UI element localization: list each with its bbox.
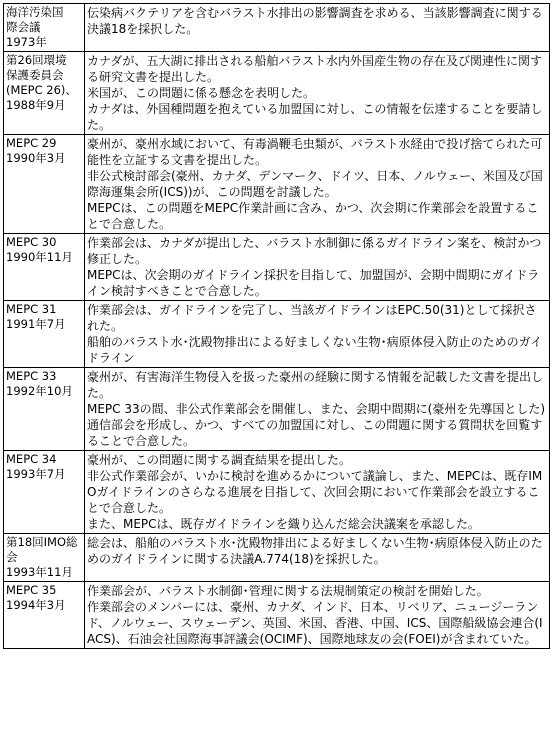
meeting-cell [4,135,85,234]
meeting-line: 保護委員会 [6,68,64,82]
meeting-line: 1991年7月 [6,317,66,331]
meeting-cell [4,4,85,52]
table-row [4,368,550,451]
meeting-line: 1992年10月 [6,384,73,398]
event-paragraph: 非公式検討部会(豪州、カナダ、デンマーク、ドイツ、日本、ノルウェー、米国及び国際海運集会所(ICS))が、この問題を討議した。 [87,169,543,199]
events-cell [85,4,550,52]
meeting-line: 1988年9月 [6,98,66,112]
event-paragraph: MEPC 33の間、非公式作業部会を開催し、また、会期中間期に(豪州を先導国とした)通信部会を形成し、かつ、すべての加盟国に対し、この問題に関する質問状を回覧することで合意した。 [87,402,546,448]
meeting-line: 第26回環境 [6,53,67,67]
meeting-line: MEPC 29 [6,136,57,150]
event-paragraph: 非公式作業部会が、いかに検討を進めるかについて議論し、また、MEPCは、既存IMOガイドラインのさらなる進展を目指して、次回会期において作業部会を設立することで合意した。 [87,469,543,515]
meeting-cell [4,301,85,368]
meeting-line: 海洋汚染国 [6,5,64,19]
events-cell [85,368,550,451]
meeting-cell [4,451,85,534]
meeting-line: 際会議 [6,20,41,34]
meeting-line: 1990年3月 [6,151,66,165]
event-paragraph: 伝染病バクテリアを含むバラスト水排出の影響調査を求める、当該影響調査に関する決議18を採択した。 [87,6,543,36]
table-row [4,52,550,135]
meeting-cell [4,368,85,451]
history-table-body [4,4,550,649]
meeting-line: 1973年 [6,35,47,49]
meeting-line: MEPC 35 [6,583,57,597]
event-paragraph: カナダが、五大湖に排出される船舶バラスト水内外国産生物の存在及び関連性に関する研究文書を提出した。 [87,54,543,84]
table-row [4,4,550,52]
table-row [4,301,550,368]
event-paragraph: 作業部会は、ガイドラインを完了し、当該ガイドラインはEPC.50(31)として採択された。 [87,303,537,333]
meeting-line: MEPC 33 [6,369,57,383]
event-paragraph: MEPCは、この問題をMEPC作業計画に含み、かつ、次会期に作業部会を設置することで合意した。 [87,201,539,231]
meeting-line: (MEPC 26)、 [6,83,77,97]
events-cell [85,534,550,582]
meeting-line: 第18回IMO総 [6,535,78,549]
events-cell [85,582,550,649]
meeting-cell [4,582,85,649]
table-row [4,234,550,301]
table-row [4,451,550,534]
event-paragraph: 米国が、この問題に係る懸念を表明した。 [87,86,316,100]
event-paragraph: カナダは、外国種問題を抱えている加盟国に対し、この情報を伝達することを要請した。 [87,102,543,132]
meeting-line: MEPC 31 [6,302,57,316]
meeting-line: MEPC 34 [6,452,57,466]
event-paragraph: 作業部会が、バラスト水制御･管理に関する法規制策定の検討を開始した。 [87,584,489,598]
event-paragraph: 作業部会のメンバーには、豪州、カナダ、インド、日本、リベリア、ニュージーランド、ノルウェー、スウェーデン、英国、米国、香港、中国、ICS、国際船級協会連合(IACS)、石油会社国際海事評議会(OCIMF)、国際地球友の会(FOEI)が含まれていた。 [87,600,543,646]
events-cell [85,301,550,368]
table-row [4,534,550,582]
event-paragraph: MEPCは、次会期のガイドライン採択を目指して、加盟国が、会期中間期にガイドライン検討すべきことで合意した。 [87,268,540,298]
events-cell [85,135,550,234]
event-paragraph: 豪州が、この問題に関する調査結果を提出した。 [87,453,352,467]
events-cell [85,451,550,534]
meeting-line: 会 [6,550,18,564]
event-paragraph: 豪州が、豪州水域において、有毒渦鞭毛虫類が、バラスト水経由で投げ捨てられた可能性を立証する文書を提出した。 [87,137,543,167]
meeting-line: MEPC 30 [6,235,57,249]
event-paragraph: また、MEPCは、既存ガイドラインを織り込んだ総会決議案を承認した。 [87,517,480,531]
meeting-line: 1994年3月 [6,598,66,612]
meeting-line: 1990年11月 [6,250,73,264]
table-row [4,135,550,234]
events-cell [85,234,550,301]
meeting-cell [4,534,85,582]
meeting-line: 1993年11月 [6,565,73,579]
event-paragraph: 船舶のバラスト水･沈殿物排出による好ましくない生物･病原体侵入防止のためのガイドライン [87,335,543,365]
events-cell [85,52,550,135]
meeting-cell [4,52,85,135]
event-paragraph: 総会は、船舶のバラスト水･沈殿物排出による好ましくない生物･病原体侵入防止のためのガイドラインに関する決議A.774(18)を採択した。 [87,536,543,566]
meeting-cell [4,234,85,301]
table-row [4,582,550,649]
meeting-line: 1993年7月 [6,467,66,481]
history-table [3,3,550,649]
event-paragraph: 豪州が、有害海洋生物侵入を扱った豪州の経験に関する情報を記載した文書を提出した。 [87,370,544,400]
event-paragraph: 作業部会は、カナダが提出した、バラスト水制御に係るガイドライン案を、検討かつ修正した。 [87,236,542,266]
